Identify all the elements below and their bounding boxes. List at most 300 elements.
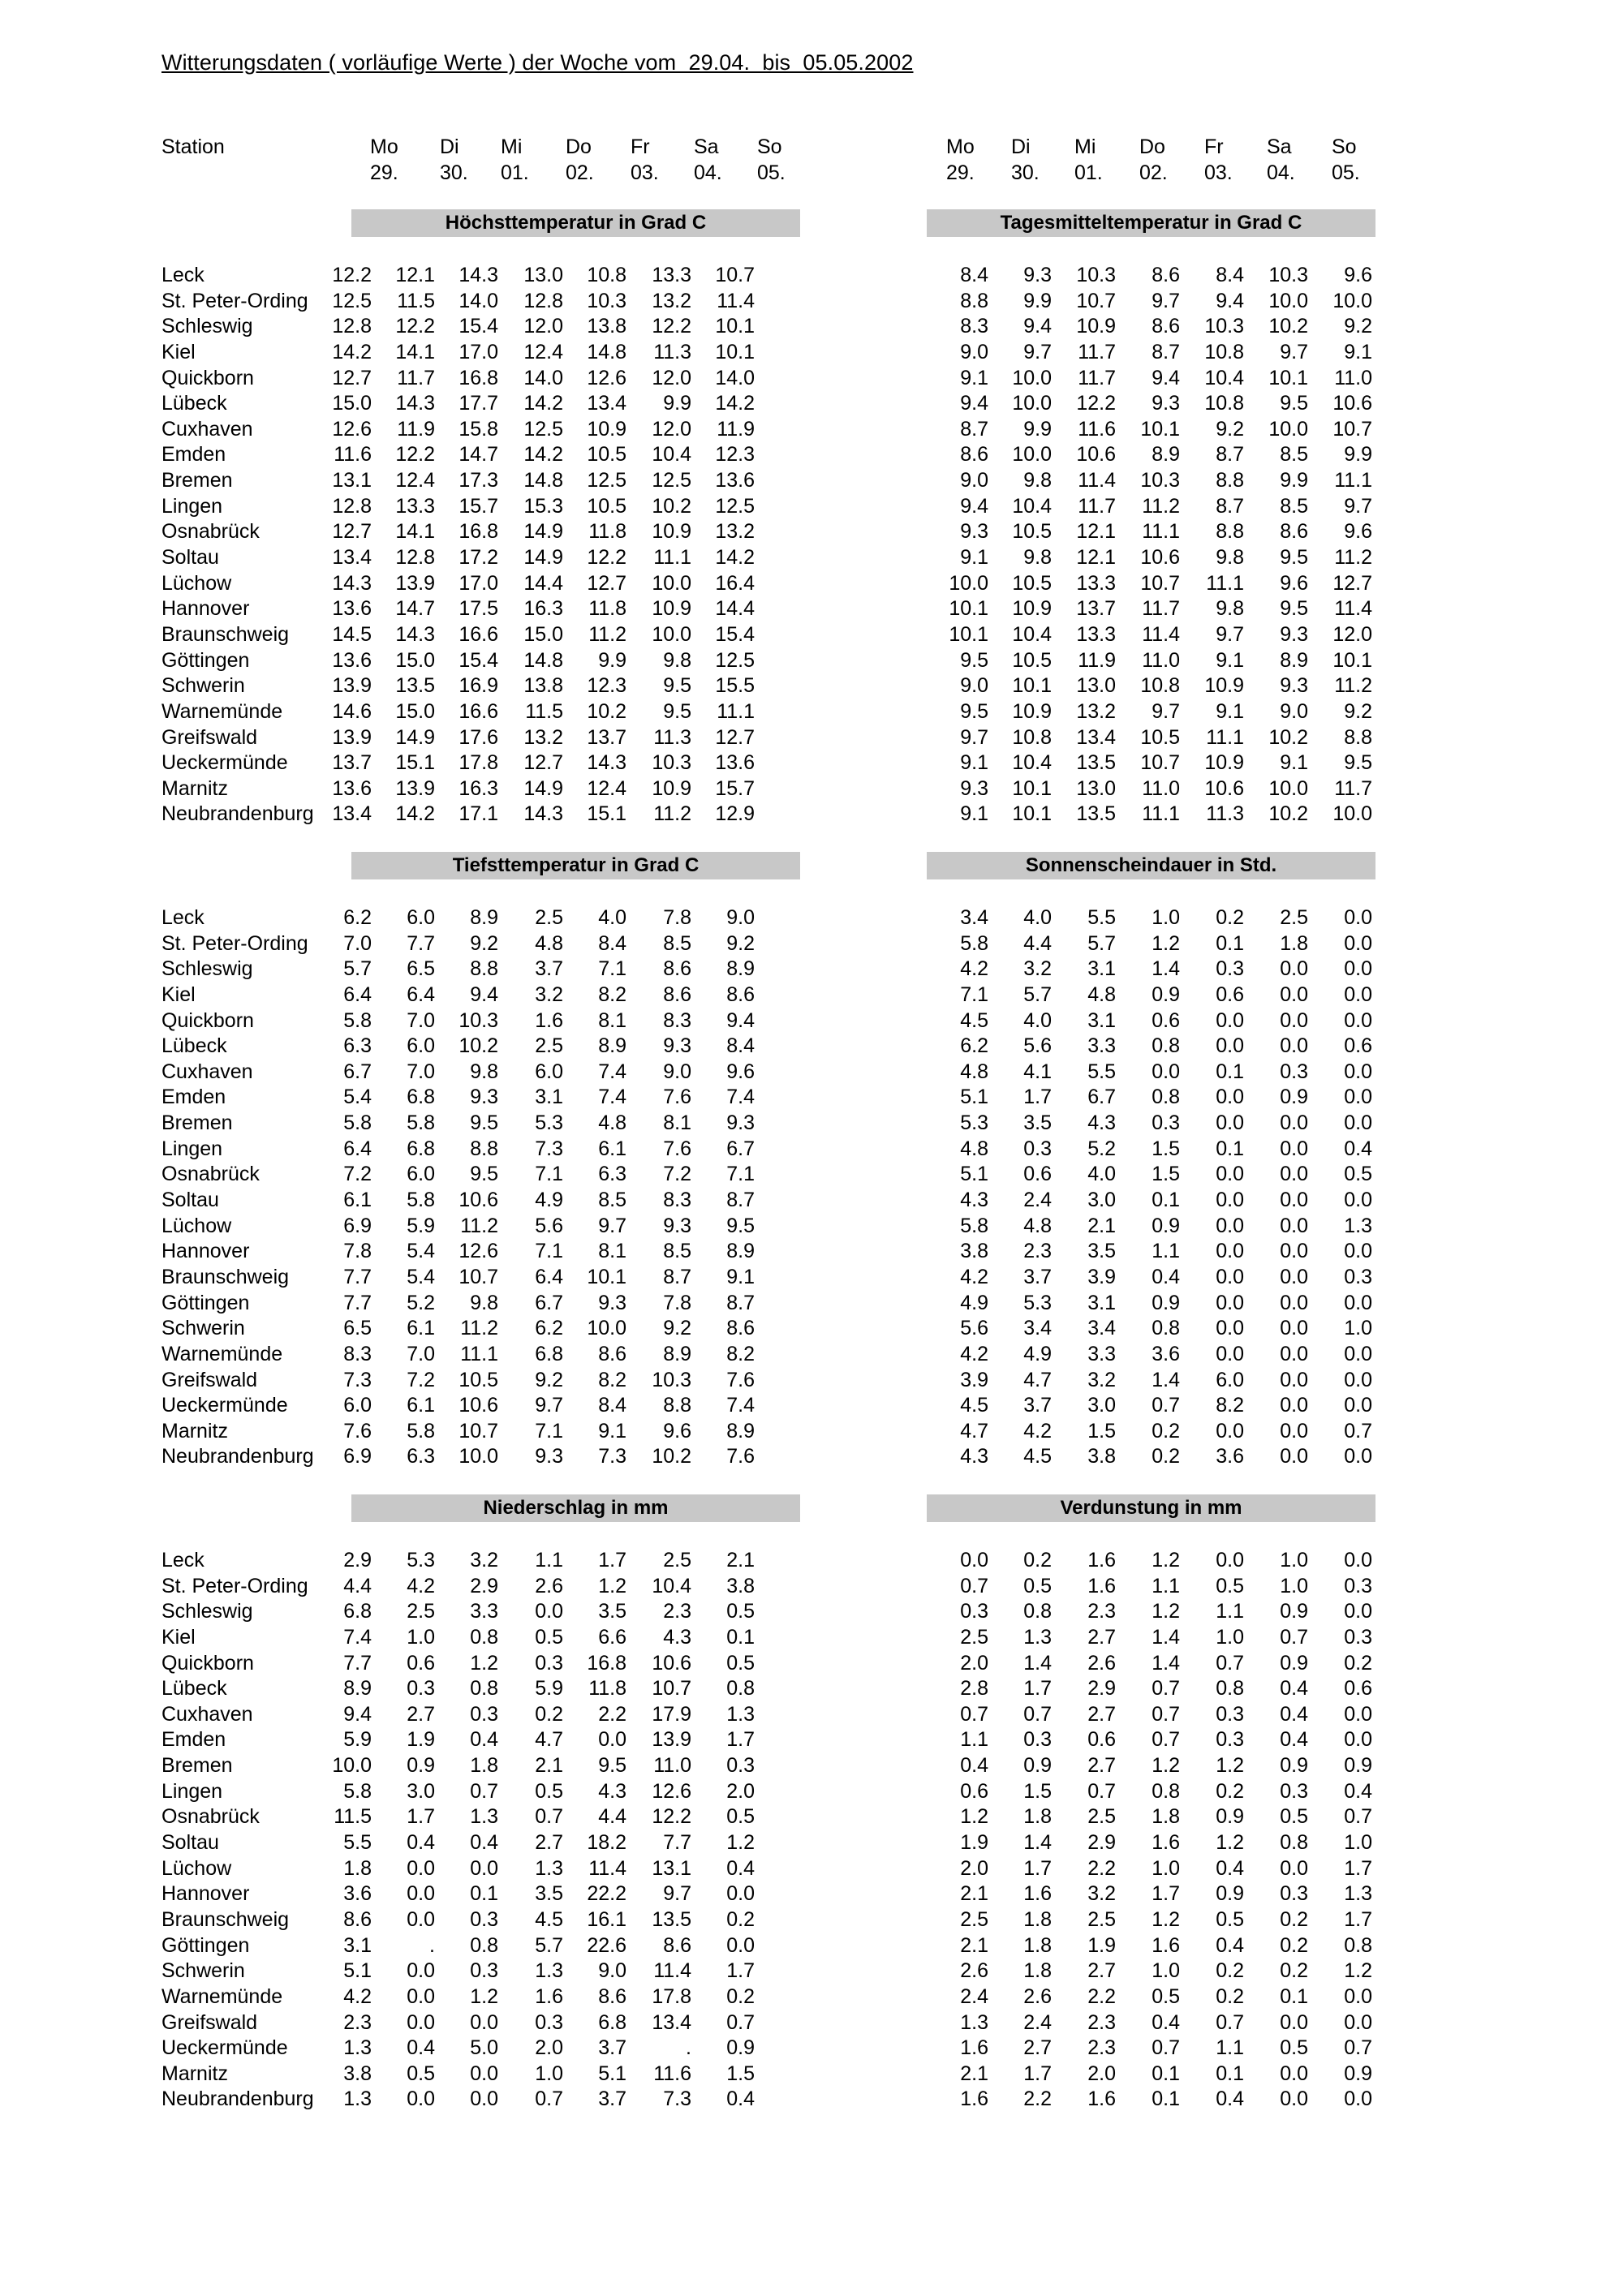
right-value-cell: 5.1 <box>960 1163 988 1186</box>
left-value-cell: 10.2 <box>458 1034 498 1058</box>
left-value-cell: 10.3 <box>652 1368 691 1391</box>
right-value-cell: 0.0 <box>1216 1034 1244 1058</box>
right-value-cell: 11.2 <box>1334 546 1372 570</box>
left-value-cell: 2.7 <box>407 1702 435 1726</box>
right-value-cell: 5.3 <box>1023 1291 1052 1314</box>
table-row <box>0 1779 1623 1805</box>
right-value-cell: 9.7 <box>1280 340 1308 363</box>
left-value-cell: 5.5 <box>343 1831 372 1855</box>
station-name: Leck <box>161 906 204 929</box>
left-value-cell: 11.8 <box>588 520 626 544</box>
left-value-cell: 13.2 <box>523 725 563 749</box>
left-value-cell: 2.9 <box>470 1574 498 1597</box>
left-value-cell: 17.7 <box>458 392 498 415</box>
left-value-cell: 14.3 <box>332 571 372 595</box>
left-value-cell: 9.6 <box>726 1060 755 1083</box>
right-value-cell: 0.0 <box>1280 1008 1308 1032</box>
left-value-cell: 12.5 <box>523 417 563 441</box>
left-value-cell: 8.8 <box>663 1394 691 1417</box>
left-value-cell: 7.3 <box>663 2087 691 2111</box>
left-value-cell: 2.3 <box>343 2010 372 2034</box>
right-value-cell: 0.0 <box>1216 1086 1244 1109</box>
weekday-label: Mo <box>370 135 398 158</box>
left-value-cell: 3.7 <box>598 2087 626 2111</box>
left-value-cell: 11.5 <box>334 1805 372 1829</box>
right-value-cell: 1.6 <box>1023 1882 1052 1906</box>
right-value-cell: 4.8 <box>1023 1214 1052 1237</box>
left-value-cell: 14.3 <box>395 392 435 415</box>
left-value-cell: 7.2 <box>343 1163 372 1186</box>
left-value-cell: 3.2 <box>535 982 563 1006</box>
right-value-cell: 0.0 <box>1280 1137 1308 1160</box>
table-row <box>0 905 1623 931</box>
right-value-cell: 0.2 <box>1152 1419 1180 1443</box>
left-value-cell: 15.4 <box>458 648 498 672</box>
right-value-cell: 2.3 <box>1087 2010 1116 2034</box>
station-name: Lüchow <box>161 571 232 595</box>
left-value-cell: 8.2 <box>598 982 626 1006</box>
right-value-cell: 9.4 <box>960 494 988 518</box>
right-value-cell: 0.8 <box>1152 1317 1180 1340</box>
right-value-cell: 10.0 <box>1332 802 1372 826</box>
right-value-cell: 0.9 <box>1280 1754 1308 1778</box>
table-row <box>0 1753 1623 1779</box>
left-value-cell: 9.0 <box>663 1060 691 1083</box>
right-value-cell: 11.7 <box>1078 366 1116 389</box>
right-value-cell: 8.7 <box>1216 494 1244 518</box>
date-label: 01. <box>501 161 529 184</box>
left-value-cell: 0.5 <box>535 1779 563 1803</box>
left-value-cell: 0.0 <box>726 1933 755 1957</box>
station-name: Kiel <box>161 1625 196 1649</box>
left-value-cell: 11.9 <box>717 417 755 441</box>
left-value-cell: 13.8 <box>523 674 563 698</box>
station-name: Kiel <box>161 340 196 363</box>
right-value-cell: 9.3 <box>1152 392 1180 415</box>
right-value-cell: 10.0 <box>1012 392 1052 415</box>
left-value-cell: 0.0 <box>470 2087 498 2111</box>
left-value-cell: 5.9 <box>343 1728 372 1752</box>
right-value-cell: 10.0 <box>1268 417 1308 441</box>
date-label: 05. <box>757 161 786 184</box>
table-row <box>0 1008 1623 1034</box>
right-value-cell: 10.0 <box>949 571 988 595</box>
left-value-cell: 2.9 <box>343 1549 372 1572</box>
right-value-cell: 5.7 <box>1087 931 1116 955</box>
right-value-cell: 1.4 <box>1152 957 1180 981</box>
left-value-cell: 7.8 <box>663 1291 691 1314</box>
right-value-cell: 9.1 <box>960 546 988 570</box>
station-name: Braunschweig <box>161 1907 290 1931</box>
left-value-cell: 8.6 <box>343 1907 372 1931</box>
right-value-cell: 10.5 <box>1012 648 1052 672</box>
right-value-cell: 1.7 <box>1152 1882 1180 1906</box>
right-value-cell: 3.3 <box>1087 1342 1116 1365</box>
left-value-cell: 13.3 <box>395 494 435 518</box>
left-value-cell: 15.0 <box>523 622 563 646</box>
left-value-cell: 2.1 <box>535 1754 563 1778</box>
right-value-cell: 9.3 <box>1280 622 1308 646</box>
right-value-cell: 5.1 <box>960 1086 988 1109</box>
left-value-cell: 14.0 <box>523 366 563 389</box>
right-value-cell: 0.0 <box>1216 1189 1244 1212</box>
right-value-cell: 0.3 <box>1216 1702 1244 1726</box>
weekday-label: Fr <box>1204 135 1224 158</box>
right-value-cell: 0.0 <box>1216 1265 1244 1288</box>
left-value-cell: 9.2 <box>535 1368 563 1391</box>
right-value-cell: 0.5 <box>1216 1574 1244 1597</box>
left-value-cell: 0.6 <box>407 1651 435 1675</box>
left-value-cell: 13.5 <box>652 1907 691 1931</box>
left-value-cell: 1.3 <box>470 1805 498 1829</box>
right-value-cell: 0.0 <box>1216 1291 1244 1314</box>
right-value-cell: 10.7 <box>1076 289 1116 312</box>
right-value-cell: 10.2 <box>1268 802 1308 826</box>
left-value-cell: 0.8 <box>470 1625 498 1649</box>
left-value-cell: 4.9 <box>535 1189 563 1212</box>
right-value-cell: 0.4 <box>1280 1677 1308 1701</box>
left-value-cell: 12.5 <box>587 469 626 492</box>
station-name: Göttingen <box>161 1933 250 1957</box>
right-value-cell: 1.2 <box>1216 1754 1244 1778</box>
left-value-cell: 10.7 <box>458 1265 498 1288</box>
left-value-cell: 16.8 <box>587 1651 626 1675</box>
left-value-cell: 10.0 <box>587 1317 626 1340</box>
left-value-cell: 3.5 <box>535 1882 563 1906</box>
right-value-cell: 0.9 <box>1280 1600 1308 1623</box>
right-value-cell: 1.5 <box>1087 1419 1116 1443</box>
right-value-cell: 0.0 <box>1280 2062 1308 2085</box>
left-value-cell: 13.4 <box>587 392 626 415</box>
left-value-cell: 7.3 <box>343 1368 372 1391</box>
right-value-cell: 0.1 <box>1152 2087 1180 2111</box>
left-value-cell: 0.3 <box>726 1754 755 1778</box>
left-value-cell: 11.2 <box>460 1214 498 1237</box>
right-value-cell: 1.4 <box>1023 1651 1052 1675</box>
right-value-cell: 3.7 <box>1023 1394 1052 1417</box>
section-title-right: Verdunstung in mm <box>927 1494 1375 1522</box>
left-value-cell: 5.3 <box>535 1111 563 1135</box>
left-value-cell: 8.7 <box>726 1291 755 1314</box>
right-value-cell: 10.5 <box>1012 571 1052 595</box>
right-value-cell: 12.1 <box>1076 520 1116 544</box>
table-row <box>0 2036 1623 2062</box>
left-value-cell: 5.8 <box>343 1779 372 1803</box>
left-value-cell: 6.0 <box>343 1394 372 1417</box>
left-value-cell: 9.1 <box>598 1419 626 1443</box>
right-value-cell: 0.2 <box>1216 906 1244 929</box>
right-value-cell: 9.5 <box>1280 546 1308 570</box>
left-value-cell: 9.3 <box>470 1086 498 1109</box>
right-value-cell: 0.1 <box>1280 1984 1308 2008</box>
right-value-cell: 0.0 <box>1344 982 1372 1006</box>
left-day-header-5 <box>694 134 722 186</box>
left-value-cell: 8.8 <box>470 1137 498 1160</box>
right-value-cell: 0.0 <box>1344 1060 1372 1083</box>
left-value-cell: 6.8 <box>343 1600 372 1623</box>
right-value-cell: 0.7 <box>1152 1394 1180 1417</box>
left-value-cell: 15.0 <box>332 392 372 415</box>
right-value-cell: 0.2 <box>1216 1984 1244 2008</box>
left-value-cell: 5.0 <box>470 2036 498 2060</box>
table-row <box>0 931 1623 957</box>
left-value-cell: 1.3 <box>535 1959 563 1983</box>
left-value-cell: 8.6 <box>663 957 691 981</box>
left-value-cell: 7.1 <box>535 1419 563 1443</box>
date-label: 30. <box>1011 161 1040 184</box>
right-value-cell: 4.0 <box>1023 1008 1052 1032</box>
right-value-cell: 10.2 <box>1268 725 1308 749</box>
left-value-cell: 12.6 <box>458 1240 498 1263</box>
table-row <box>0 263 1623 289</box>
right-value-cell: 10.7 <box>1140 751 1180 775</box>
left-value-cell: 0.3 <box>470 1959 498 1983</box>
right-value-cell: 1.8 <box>1152 1805 1180 1829</box>
table-row <box>0 1651 1623 1677</box>
right-value-cell: 4.7 <box>1023 1368 1052 1391</box>
left-value-cell: 7.4 <box>598 1060 626 1083</box>
right-value-cell: 10.9 <box>1204 674 1244 698</box>
left-value-cell: 7.4 <box>726 1394 755 1417</box>
station-name: Schwerin <box>161 1317 245 1340</box>
left-value-cell: 3.1 <box>535 1086 563 1109</box>
left-value-cell: 4.2 <box>407 1574 435 1597</box>
right-value-cell: 5.5 <box>1087 1060 1116 1083</box>
date-label: 30. <box>440 161 468 184</box>
right-value-cell: 0.4 <box>1216 1856 1244 1880</box>
right-day-header-2 <box>1074 134 1103 186</box>
station-name: Bremen <box>161 1111 233 1135</box>
table-row <box>0 468 1623 494</box>
right-value-cell: 0.0 <box>1216 1342 1244 1365</box>
left-value-cell: 8.3 <box>343 1342 372 1365</box>
left-value-cell: 8.8 <box>470 957 498 981</box>
right-value-cell: 0.2 <box>1280 1933 1308 1957</box>
left-value-cell: 6.7 <box>726 1137 755 1160</box>
right-value-cell: 10.8 <box>1012 725 1052 749</box>
left-value-cell: 4.8 <box>598 1111 626 1135</box>
left-value-cell: 12.0 <box>652 366 691 389</box>
left-value-cell: 6.5 <box>407 957 435 981</box>
right-value-cell: 1.0 <box>1216 1625 1244 1649</box>
table-row <box>0 1727 1623 1753</box>
left-value-cell: 15.7 <box>458 494 498 518</box>
left-value-cell: 0.3 <box>535 2010 563 2034</box>
left-value-cell: 10.5 <box>587 443 626 467</box>
right-value-cell: 0.0 <box>1280 1291 1308 1314</box>
left-value-cell: 8.9 <box>343 1677 372 1701</box>
left-value-cell: 15.4 <box>715 622 755 646</box>
right-value-cell: 0.1 <box>1152 2062 1180 2085</box>
right-value-cell: 1.7 <box>1023 1086 1052 1109</box>
right-value-cell: 2.6 <box>960 1959 988 1983</box>
left-value-cell: 9.7 <box>535 1394 563 1417</box>
table-row <box>0 340 1623 366</box>
section-title-right: Tagesmitteltemperatur in Grad C <box>927 209 1375 237</box>
left-value-cell: 14.2 <box>395 802 435 826</box>
right-value-cell: 0.0 <box>1280 957 1308 981</box>
left-value-cell: 5.4 <box>343 1086 372 1109</box>
right-day-header-1 <box>1011 134 1040 186</box>
left-value-cell: 10.4 <box>652 1574 691 1597</box>
left-value-cell: 14.0 <box>715 366 755 389</box>
right-value-cell: 8.4 <box>960 264 988 286</box>
left-value-cell: 6.1 <box>407 1317 435 1340</box>
right-value-cell: 2.7 <box>1087 1959 1116 1983</box>
left-value-cell: 10.2 <box>652 1445 691 1468</box>
left-value-cell: 8.5 <box>663 1240 691 1263</box>
left-value-cell: 8.2 <box>726 1342 755 1365</box>
right-value-cell: 1.2 <box>1216 1831 1244 1855</box>
right-value-cell: 4.7 <box>960 1419 988 1443</box>
right-value-cell: 4.2 <box>1023 1419 1052 1443</box>
right-value-cell: 0.9 <box>1152 1214 1180 1237</box>
left-value-cell: 5.8 <box>343 1111 372 1135</box>
right-value-cell: 1.8 <box>1023 1933 1052 1957</box>
left-value-cell: 6.8 <box>535 1342 563 1365</box>
left-value-cell: 17.9 <box>652 1702 691 1726</box>
right-value-cell: 0.5 <box>1280 2036 1308 2060</box>
left-value-cell: 2.0 <box>726 1779 755 1803</box>
table-row <box>0 1625 1623 1651</box>
right-value-cell: 9.3 <box>1280 674 1308 698</box>
left-value-cell: 7.6 <box>343 1419 372 1443</box>
left-value-cell: 5.2 <box>407 1291 435 1314</box>
right-value-cell: 0.9 <box>1216 1882 1244 1906</box>
left-value-cell: 16.3 <box>523 597 563 621</box>
left-value-cell: 6.1 <box>407 1394 435 1417</box>
table-row <box>0 1034 1623 1060</box>
right-value-cell: 2.1 <box>960 1933 988 1957</box>
left-value-cell: 6.5 <box>343 1317 372 1340</box>
station-label: Station <box>161 135 225 158</box>
station-name: Ueckermünde <box>161 2036 288 2060</box>
left-value-cell: 8.4 <box>598 931 626 955</box>
right-value-cell: 11.7 <box>1142 597 1180 621</box>
station-name: Ueckermünde <box>161 1394 288 1417</box>
right-value-cell: 0.1 <box>1216 931 1244 955</box>
left-value-cell: 0.0 <box>407 1984 435 2008</box>
right-value-cell: 0.9 <box>1152 982 1180 1006</box>
left-value-cell: 7.4 <box>343 1625 372 1649</box>
right-value-cell: 0.8 <box>1152 1034 1180 1058</box>
right-value-cell: 2.4 <box>1023 2010 1052 2034</box>
table-row <box>0 1574 1623 1600</box>
right-value-cell: 4.5 <box>960 1008 988 1032</box>
right-value-cell: 4.1 <box>1023 1060 1052 1083</box>
right-value-cell: 0.0 <box>1280 1163 1308 1186</box>
weekday-label: So <box>1332 135 1357 158</box>
right-value-cell: 11.0 <box>1334 366 1372 389</box>
right-value-cell: 0.3 <box>1152 1111 1180 1135</box>
left-value-cell: 13.9 <box>395 571 435 595</box>
left-value-cell: 10.6 <box>458 1394 498 1417</box>
station-name: Schleswig <box>161 1600 253 1623</box>
left-value-cell: 7.0 <box>407 1342 435 1365</box>
right-value-cell: 0.0 <box>1344 1291 1372 1314</box>
left-value-cell: 12.3 <box>587 674 626 698</box>
table-row <box>0 1342 1623 1368</box>
table-row <box>0 1239 1623 1265</box>
right-value-cell: 3.8 <box>1087 1445 1116 1468</box>
right-value-cell: 10.4 <box>1012 622 1052 646</box>
left-value-cell: 12.6 <box>652 1779 691 1803</box>
right-value-cell: 0.0 <box>1216 1163 1244 1186</box>
right-value-cell: 2.7 <box>1087 1702 1116 1726</box>
left-value-cell: 11.4 <box>717 289 755 312</box>
table-row <box>0 314 1623 340</box>
right-value-cell: 8.8 <box>1344 725 1372 749</box>
right-value-cell: 0.7 <box>1087 1779 1116 1803</box>
right-value-cell: 1.1 <box>1216 1600 1244 1623</box>
right-value-cell: 2.1 <box>1087 1214 1116 1237</box>
left-value-cell: 18.2 <box>587 1831 626 1855</box>
table-row <box>0 1368 1623 1394</box>
left-value-cell: 10.0 <box>652 571 691 595</box>
right-value-cell: 9.0 <box>1280 699 1308 723</box>
station-name: Leck <box>161 264 204 286</box>
right-value-cell: 0.4 <box>1280 1702 1308 1726</box>
right-value-cell: 0.0 <box>1344 957 1372 981</box>
left-value-cell: 16.3 <box>458 776 498 800</box>
right-value-cell: 0.0 <box>1280 1394 1308 1417</box>
left-value-cell: 0.3 <box>470 1702 498 1726</box>
left-value-cell: 7.8 <box>663 906 691 929</box>
right-value-cell: 9.7 <box>1023 340 1052 363</box>
left-value-cell: 7.7 <box>343 1265 372 1288</box>
right-value-cell: 0.3 <box>1280 1882 1308 1906</box>
weekday-label: Mo <box>946 135 975 158</box>
left-value-cell: 1.8 <box>343 1856 372 1880</box>
date-label: 03. <box>631 161 659 184</box>
weekday-label: Fr <box>631 135 650 158</box>
station-name: Greifswald <box>161 725 258 749</box>
right-value-cell: 13.7 <box>1076 597 1116 621</box>
right-value-cell: 1.5 <box>1023 1779 1052 1803</box>
left-value-cell: 6.3 <box>407 1445 435 1468</box>
left-value-cell: 0.0 <box>407 1856 435 1880</box>
right-value-cell: 1.0 <box>1280 1574 1308 1597</box>
left-value-cell: 8.6 <box>598 1342 626 1365</box>
right-value-cell: 1.4 <box>1152 1368 1180 1391</box>
right-value-cell: 0.0 <box>1344 906 1372 929</box>
right-value-cell: 3.4 <box>1087 1317 1116 1340</box>
left-value-cell: 9.4 <box>343 1702 372 1726</box>
left-value-cell: 17.6 <box>458 725 498 749</box>
left-value-cell: 0.0 <box>470 2062 498 2085</box>
right-value-cell: 9.3 <box>1023 264 1052 286</box>
right-value-cell: 13.3 <box>1076 622 1116 646</box>
data-table <box>0 905 1623 1470</box>
left-value-cell: 14.9 <box>523 520 563 544</box>
right-value-cell: 9.8 <box>1023 469 1052 492</box>
right-value-cell: 0.4 <box>1152 1265 1180 1288</box>
left-value-cell: 14.2 <box>523 392 563 415</box>
station-name: Braunschweig <box>161 1265 290 1288</box>
left-value-cell: 11.1 <box>653 546 691 570</box>
left-value-cell: 1.7 <box>407 1805 435 1829</box>
station-name: Lüchow <box>161 1214 232 1237</box>
right-value-cell: 2.7 <box>1023 2036 1052 2060</box>
right-value-cell: 3.6 <box>1152 1342 1180 1365</box>
right-value-cell: 0.5 <box>1023 1574 1052 1597</box>
left-value-cell: 15.1 <box>587 802 626 826</box>
left-value-cell: 16.8 <box>458 366 498 389</box>
left-value-cell: 13.1 <box>332 469 372 492</box>
left-value-cell: 6.4 <box>343 1137 372 1160</box>
section-title-right: Sonnenscheindauer in Std. <box>927 852 1375 879</box>
right-value-cell: 3.9 <box>960 1368 988 1391</box>
